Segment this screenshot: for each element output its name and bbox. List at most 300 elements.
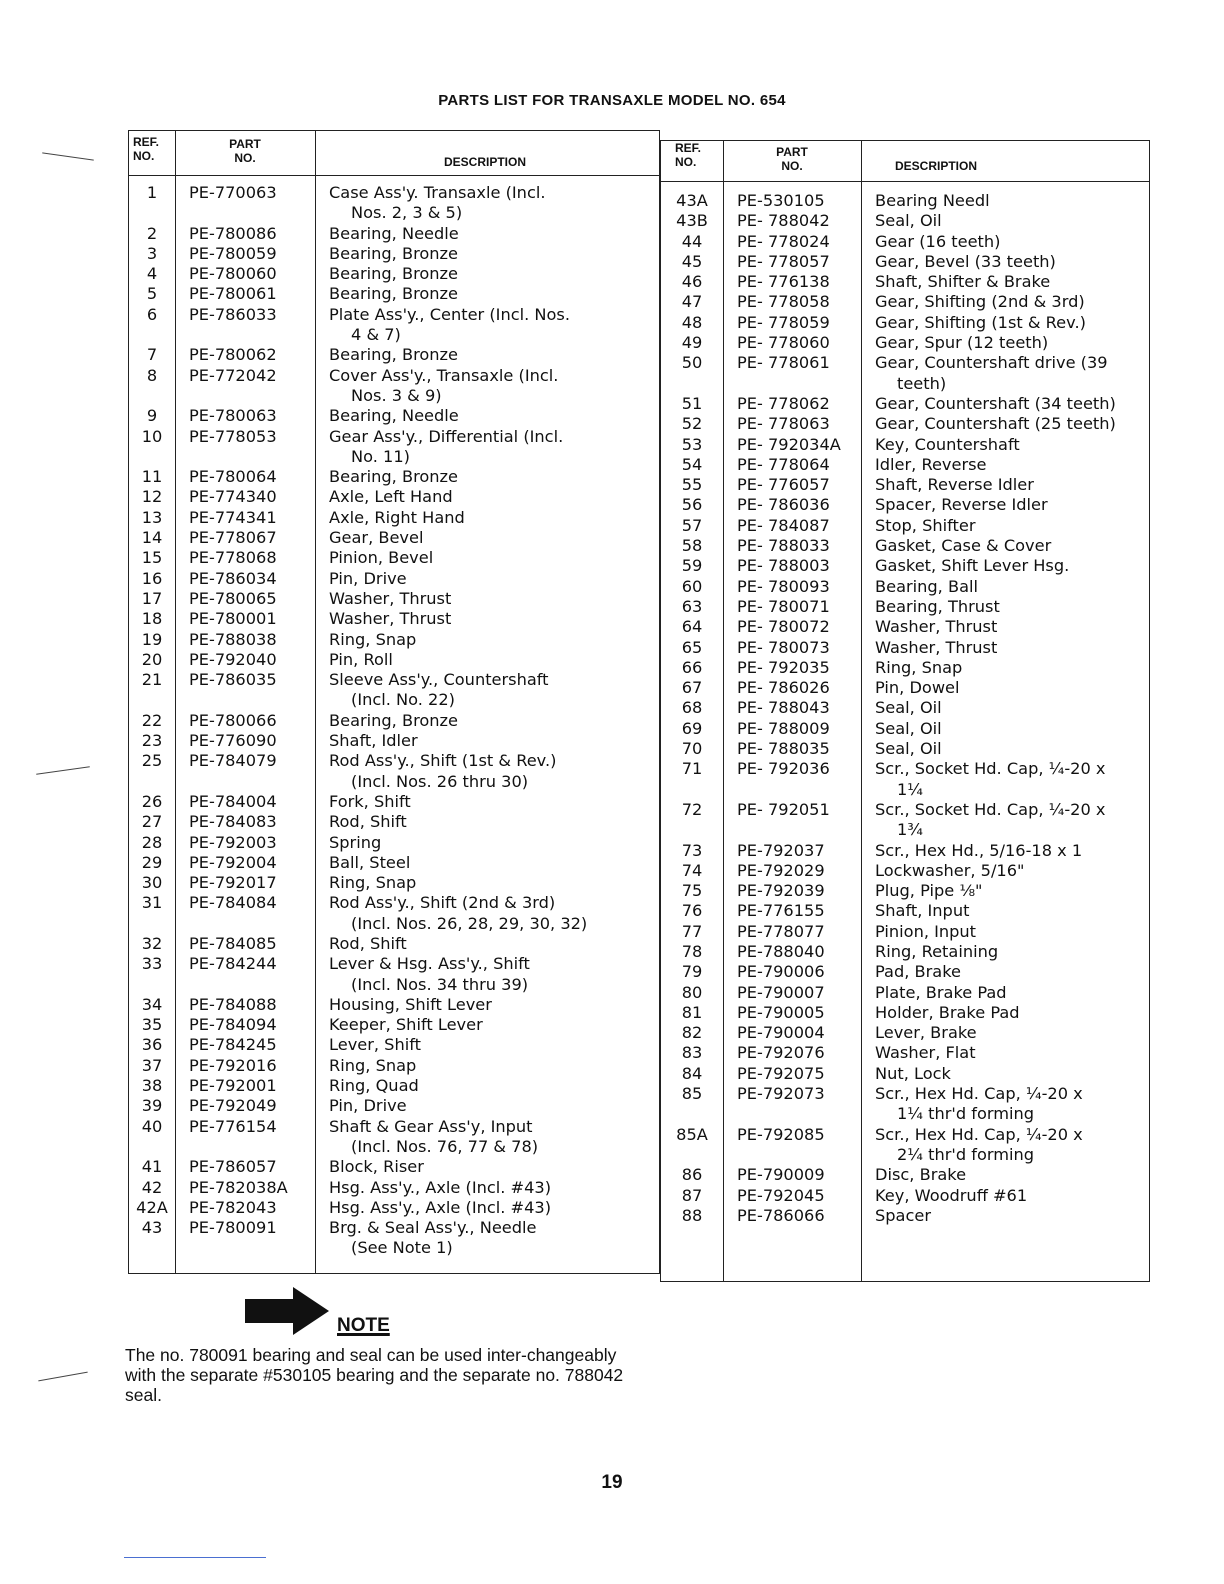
ref-no: 1 (146, 183, 158, 202)
ref-no: 72 (681, 799, 703, 819)
part-no: PE-780066 (189, 710, 277, 730)
part-no: PE-784244 (189, 954, 277, 974)
description-text: Keeper, Shift Lever (329, 1015, 483, 1035)
ref-no: 68 (681, 698, 703, 718)
table-row (129, 1096, 659, 1116)
table-row (661, 962, 1149, 982)
table-row (661, 232, 1149, 252)
description-text: Gear, Shifting (1st & Rev.) (875, 312, 1086, 332)
description (315, 934, 659, 954)
part-no: PE-792085 (737, 1124, 825, 1144)
part-no: PE- 792035 (737, 657, 830, 677)
table-row (661, 1206, 1149, 1226)
description-text: Scr., Hex Hd., 5/16-18 x 1 (875, 840, 1083, 860)
ref-no: 57 (681, 515, 703, 535)
description (861, 272, 1149, 292)
description (861, 719, 1149, 739)
description-text: Shaft, Reverse Idler (875, 475, 1034, 495)
description (861, 962, 1149, 982)
part-no: PE- 778063 (737, 414, 830, 434)
description (861, 1165, 1149, 1185)
header-part-no: PART NO. (229, 137, 261, 165)
part-no: PE-792003 (189, 832, 277, 852)
description (315, 1096, 659, 1116)
ref-no: 9 (146, 406, 158, 426)
part-no: PE- 788009 (737, 718, 830, 738)
part-no: PE-790006 (737, 962, 825, 982)
table-row (661, 435, 1149, 455)
description-text: Bearing, Bronze (329, 345, 458, 365)
ref-no: 46 (681, 272, 703, 292)
arrow-right-icon (245, 1287, 333, 1335)
description-text: Gasket, Shift Lever Hsg. (875, 556, 1070, 576)
description (861, 1186, 1149, 1206)
note-text: The no. 780091 bearing and seal can be used inter-changeably with the separate #530105 bearing and the separate no. 788042 seal. (125, 1345, 624, 1405)
description-text: Spacer, Reverse Idler (875, 495, 1048, 515)
description (861, 1003, 1149, 1023)
description-text: Pin, Drive (329, 1096, 407, 1116)
description (861, 901, 1149, 921)
description-continuation: teeth) (897, 373, 947, 393)
description (315, 508, 659, 528)
description-text: Seal, Oil (875, 698, 942, 718)
part-no: PE- 776138 (737, 272, 830, 292)
description (315, 305, 659, 346)
ref-no: 8 (146, 365, 158, 385)
table-row (129, 893, 659, 934)
description (861, 495, 1149, 515)
part-no: PE- 786036 (737, 495, 830, 515)
description (861, 881, 1149, 901)
description-text: Plate, Brake Pad (875, 982, 1007, 1002)
part-no: PE-778077 (737, 921, 825, 941)
description (861, 800, 1149, 841)
part-no: PE- 792051 (737, 799, 830, 819)
table-row (661, 252, 1149, 272)
part-no: PE-772042 (189, 365, 277, 385)
part-no: PE- 780093 (737, 576, 830, 596)
part-no: PE-790004 (737, 1023, 825, 1043)
table-row (129, 609, 659, 629)
table-row (661, 759, 1149, 800)
ref-no: 11 (141, 467, 163, 487)
table-row (129, 224, 659, 244)
ref-no: 31 (141, 893, 163, 913)
part-no: PE-782043 (189, 1197, 277, 1217)
table-row (129, 548, 659, 568)
description (315, 833, 659, 853)
part-no: PE-790007 (737, 982, 825, 1002)
part-no: PE-780059 (189, 243, 277, 263)
table-row (129, 1015, 659, 1035)
table-row (661, 617, 1149, 637)
description (861, 536, 1149, 556)
table-row (129, 650, 659, 670)
description-text: Washer, Thrust (329, 588, 452, 608)
table-row (129, 954, 659, 995)
table-row (129, 427, 659, 468)
ref-no: 85A (676, 1124, 708, 1144)
part-no: PE-792004 (189, 852, 277, 872)
table-row (661, 1003, 1149, 1023)
part-no: PE- 792034A (737, 434, 841, 454)
description (315, 609, 659, 629)
description-text: Axle, Left Hand (329, 487, 453, 507)
description (861, 292, 1149, 312)
description-text: Bearing Needl (875, 191, 990, 210)
table-row (129, 183, 659, 224)
ref-no: 28 (141, 832, 163, 852)
header-description: DESCRIPTION (894, 159, 977, 173)
ref-no: 2 (146, 223, 158, 243)
ref-no: 19 (141, 629, 163, 649)
table-row (129, 589, 659, 609)
part-no: PE-792076 (737, 1043, 825, 1063)
table-row (129, 812, 659, 832)
part-no: PE-530105 (737, 191, 825, 210)
description (315, 711, 659, 731)
part-no: PE- 778024 (737, 231, 830, 251)
part-no: PE- 778062 (737, 393, 830, 413)
table-row (661, 983, 1149, 1003)
header-description: DESCRIPTION (443, 155, 526, 169)
ref-no: 66 (681, 657, 703, 677)
table-row (129, 873, 659, 893)
description (315, 1076, 659, 1096)
description-text: Seal, Oil (875, 718, 942, 738)
part-no: PE-784094 (189, 1015, 277, 1035)
description-text: Lever & Hsg. Ass'y., Shift (329, 954, 530, 974)
header-divider (129, 175, 659, 176)
table-row (129, 792, 659, 812)
description-text: Scr., Hex Hd. Cap, ¼-20 x (875, 1124, 1083, 1144)
table-row (661, 1064, 1149, 1084)
ref-no: 48 (681, 312, 703, 332)
description (861, 942, 1149, 962)
table-row (129, 1178, 659, 1198)
description (861, 556, 1149, 576)
ref-no: 5 (146, 284, 158, 304)
description-text: Bearing, Bronze (329, 243, 458, 263)
part-no: PE-784245 (189, 1035, 277, 1055)
parts-rows-left (129, 183, 659, 1259)
description (861, 232, 1149, 252)
ref-no: 50 (681, 353, 703, 373)
description-text: Scr., Socket Hd. Cap, ¼-20 x (875, 759, 1106, 779)
description (861, 414, 1149, 434)
ref-no: 77 (681, 921, 703, 941)
part-no: PE-780001 (189, 609, 277, 629)
ref-no: 82 (681, 1023, 703, 1043)
part-no: PE-790005 (737, 1002, 825, 1022)
ref-no: 47 (681, 292, 703, 312)
part-no: PE-792001 (189, 1076, 277, 1096)
description (861, 638, 1149, 658)
description (315, 1117, 659, 1158)
part-no: PE- 780073 (737, 637, 830, 657)
ref-no: 43 (141, 1218, 163, 1238)
ref-no: 44 (681, 231, 703, 251)
part-no: PE- 778059 (737, 312, 830, 332)
table-row (661, 333, 1149, 353)
description-text: Shaft, Idler (329, 731, 418, 751)
ref-no: 86 (681, 1165, 703, 1185)
table-row (661, 495, 1149, 515)
description-text: Hsg. Ass'y., Axle (Incl. #43) (329, 1197, 552, 1217)
part-no: PE-774340 (189, 487, 277, 507)
ref-no: 87 (681, 1185, 703, 1205)
description-text: Plate Ass'y., Center (Incl. Nos. (329, 304, 570, 324)
part-no: PE-792075 (737, 1063, 825, 1083)
ref-no: 76 (681, 901, 703, 921)
ref-no: 71 (681, 759, 703, 779)
page-number: 19 (601, 1472, 623, 1493)
description (315, 264, 659, 284)
ref-no: 30 (141, 873, 163, 893)
ref-no: 39 (141, 1096, 163, 1116)
description-text: Lockwasher, 5/16" (875, 860, 1025, 880)
description-text: Gear (16 teeth) (875, 231, 1001, 251)
ref-no: 54 (681, 454, 703, 474)
description (315, 812, 659, 832)
description (861, 658, 1149, 678)
ref-no: 70 (681, 739, 703, 759)
table-row (129, 934, 659, 954)
ref-no: 40 (141, 1116, 163, 1136)
table-row (661, 394, 1149, 414)
part-no: PE- 788003 (737, 556, 830, 576)
table-row (661, 577, 1149, 597)
ref-no: 29 (141, 852, 163, 872)
part-no: PE-792039 (737, 881, 825, 901)
description-text: Gear, Shifting (2nd & 3rd) (875, 292, 1085, 312)
part-no: PE-792073 (737, 1084, 825, 1104)
description (315, 1015, 659, 1035)
table-row (129, 751, 659, 792)
table-row (129, 1218, 659, 1259)
scan-mark (36, 766, 90, 775)
ref-no: 41 (141, 1157, 163, 1177)
part-no: PE-792040 (189, 649, 277, 669)
ref-no: 32 (141, 933, 163, 953)
description-text: Pin, Roll (329, 649, 393, 669)
ref-no: 20 (141, 649, 163, 669)
description (315, 366, 659, 407)
description-continuation: Nos. 2, 3 & 5) (351, 203, 463, 223)
table-row (129, 1117, 659, 1158)
part-no: PE- 792036 (737, 759, 830, 779)
description-text: Housing, Shift Lever (329, 994, 492, 1014)
description-continuation: Nos. 3 & 9) (351, 385, 442, 405)
description (315, 487, 659, 507)
part-no: PE-786057 (189, 1157, 277, 1177)
part-no: PE-780064 (189, 467, 277, 487)
description-text: Disc, Brake (875, 1165, 967, 1185)
part-no: PE-774341 (189, 507, 277, 527)
table-row (661, 800, 1149, 841)
table-row (661, 942, 1149, 962)
description (861, 252, 1149, 272)
description-continuation: 1¼ thr'd forming (897, 1104, 1035, 1124)
ref-no: 73 (681, 840, 703, 860)
ref-no: 69 (681, 718, 703, 738)
part-no: PE-784084 (189, 893, 277, 913)
ref-no: 6 (146, 304, 158, 324)
description (861, 698, 1149, 718)
part-no: PE-778067 (189, 528, 277, 548)
description-continuation: No. 11) (351, 446, 410, 466)
description-text: Rod, Shift (329, 812, 407, 832)
description (861, 1125, 1149, 1166)
description (315, 548, 659, 568)
description-text: Nut, Lock (875, 1063, 951, 1083)
ref-no: 3 (146, 243, 158, 263)
ref-no: 10 (141, 426, 163, 446)
ref-no: 88 (681, 1205, 703, 1225)
description-text: Ring, Retaining (875, 941, 999, 961)
description-text: Ring, Snap (329, 873, 417, 893)
description (315, 1218, 659, 1259)
description-text: Shaft, Shifter & Brake (875, 272, 1051, 292)
ref-no: 16 (141, 568, 163, 588)
part-no: PE-780086 (189, 223, 277, 243)
description (315, 183, 659, 224)
table-row (129, 1157, 659, 1177)
ref-no: 26 (141, 791, 163, 811)
part-no: PE- 786026 (737, 678, 830, 698)
description-text: Ball, Steel (329, 852, 411, 872)
table-row (129, 1056, 659, 1076)
table-row (661, 861, 1149, 881)
description (861, 333, 1149, 353)
description-text: Shaft & Gear Ass'y, Input (329, 1116, 533, 1136)
part-no: PE- 788035 (737, 739, 830, 759)
table-row (661, 698, 1149, 718)
part-no: PE-776154 (189, 1116, 277, 1136)
description-text: Rod, Shift (329, 933, 407, 953)
part-no: PE-776155 (737, 901, 825, 921)
description-continuation: (Incl. Nos. 34 thru 39) (351, 974, 529, 994)
part-no: PE-776090 (189, 731, 277, 751)
table-row (661, 475, 1149, 495)
description-continuation: (Incl. Nos. 26, 28, 29, 30, 32) (351, 913, 588, 933)
description (861, 1206, 1149, 1226)
description (315, 467, 659, 487)
table-row (129, 508, 659, 528)
part-no: PE-792045 (737, 1185, 825, 1205)
part-no: PE- 788042 (737, 211, 830, 231)
description (861, 597, 1149, 617)
table-row (661, 719, 1149, 739)
part-no: PE-780062 (189, 345, 277, 365)
ref-no: 83 (681, 1043, 703, 1063)
description-text: Scr., Hex Hd. Cap, ¼-20 x (875, 1084, 1083, 1104)
description-text: Rod Ass'y., Shift (1st & Rev.) (329, 751, 557, 771)
description (861, 983, 1149, 1003)
table-row (661, 353, 1149, 394)
description (861, 455, 1149, 475)
description (861, 739, 1149, 759)
description-text: Spacer (875, 1205, 931, 1225)
ref-no: 85 (681, 1084, 703, 1104)
table-row (129, 731, 659, 751)
ref-no: 63 (681, 596, 703, 616)
ref-no: 25 (141, 751, 163, 771)
description-text: Lever, Brake (875, 1023, 977, 1043)
description-text: Bearing, Bronze (329, 710, 458, 730)
table-row (661, 739, 1149, 759)
description (861, 313, 1149, 333)
description-text: Ring, Snap (329, 629, 417, 649)
part-no: PE- 788043 (737, 698, 830, 718)
ref-no: 27 (141, 812, 163, 832)
description (315, 995, 659, 1015)
description-continuation: 2¼ thr'd forming (897, 1144, 1035, 1164)
description-text: Ring, Quad (329, 1076, 419, 1096)
table-row (661, 597, 1149, 617)
description-text: Gasket, Case & Cover (875, 536, 1052, 556)
part-no: PE- 776057 (737, 475, 830, 495)
table-row (129, 366, 659, 407)
ref-no: 4 (146, 264, 158, 284)
description-continuation: (Incl. Nos. 76, 77 & 78) (351, 1136, 539, 1156)
table-row (661, 556, 1149, 576)
table-row (661, 1084, 1149, 1125)
description (861, 617, 1149, 637)
table-row (129, 467, 659, 487)
table-row (129, 244, 659, 264)
table-row (661, 1043, 1149, 1063)
description (315, 569, 659, 589)
description-text: Gear, Bevel (329, 528, 424, 548)
description-text: Bearing, Ball (875, 576, 978, 596)
ref-no: 22 (141, 710, 163, 730)
table-row (661, 901, 1149, 921)
table-row (129, 345, 659, 365)
ref-no: 21 (141, 670, 163, 690)
description (315, 427, 659, 468)
ref-no: 38 (141, 1076, 163, 1096)
table-row (129, 711, 659, 731)
description-text: Bearing, Needle (329, 223, 459, 243)
description (315, 792, 659, 812)
header-part-no: PART NO. (776, 145, 808, 173)
table-row (661, 414, 1149, 434)
description-text: Washer, Thrust (875, 637, 998, 657)
ref-no: 43B (676, 211, 708, 231)
description (315, 873, 659, 893)
table-row (129, 284, 659, 304)
table-row (129, 569, 659, 589)
parts-rows-right (661, 191, 1149, 1226)
description-text: Stop, Shifter (875, 515, 976, 535)
table-row (661, 841, 1149, 861)
description (315, 1056, 659, 1076)
description (861, 475, 1149, 495)
table-row (129, 487, 659, 507)
ref-no: 59 (681, 556, 703, 576)
description-text: Gear, Bevel (33 teeth) (875, 251, 1056, 271)
ref-no: 55 (681, 475, 703, 495)
part-no: PE-780065 (189, 588, 277, 608)
table-row (661, 922, 1149, 942)
description (315, 731, 659, 751)
description-text: Key, Countershaft (875, 434, 1020, 454)
ref-no: 56 (681, 495, 703, 515)
part-no: PE-792016 (189, 1055, 277, 1075)
ref-no: 23 (141, 731, 163, 751)
ref-no: 14 (141, 528, 163, 548)
